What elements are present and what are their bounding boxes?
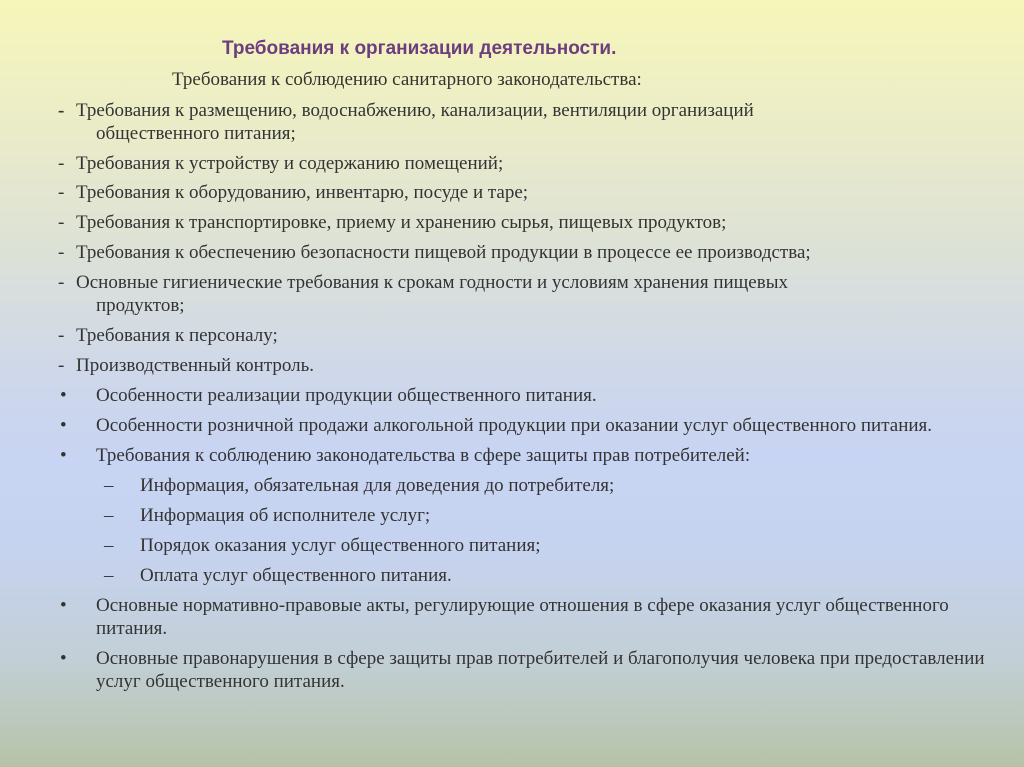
sub-item-text: Оплата услуг общественного питания.	[140, 565, 452, 586]
requirements-list	[0, 99, 1024, 693]
bullet-text: Особенности реализации продукции общественного питания.	[96, 385, 597, 406]
sub-marker: –	[104, 475, 114, 496]
sub-item	[0, 564, 1024, 587]
sub-item-text: Информация, обязательная для доведения до потребителя;	[140, 475, 615, 496]
list-item	[0, 211, 1024, 234]
list-item-text: Производственный контроль.	[76, 355, 315, 376]
bullet-text: Особенности розничной продажи алкогольной продукции при оказании услуг общественного питания.	[96, 415, 933, 436]
list-item-text: Требования к персоналу;	[76, 325, 278, 346]
list-item-text: Требования к транспортировке, приему и хранению сырья, пищевых продуктов;	[76, 212, 727, 233]
list-item-text: Основные гигиенические требования к срокам годности и условиям хранения пищевых	[76, 272, 788, 293]
sub-marker: –	[104, 535, 114, 556]
list-item	[0, 181, 1024, 204]
sub-item	[0, 504, 1024, 527]
dash-marker: -	[58, 355, 65, 376]
dash-marker: -	[58, 212, 65, 233]
dash-marker: -	[58, 153, 65, 174]
dash-marker: -	[58, 325, 65, 346]
bullet-marker: •	[60, 445, 67, 466]
bullet-item	[0, 594, 1024, 640]
bullet-marker: •	[60, 648, 67, 669]
bullet-item	[0, 444, 1024, 467]
sub-item	[0, 534, 1024, 557]
list-item-text-continued: общественного питания;	[96, 123, 296, 144]
list-item-text: Требования к обеспечению безопасности пищевой продукции в процессе ее производства;	[76, 242, 811, 263]
sub-item-text: Информация об исполнителе услуг;	[140, 505, 431, 526]
list-item	[0, 324, 1024, 347]
bullet-item	[0, 414, 1024, 437]
bullet-marker: •	[60, 595, 67, 616]
list-item	[0, 241, 1024, 264]
list-item	[0, 152, 1024, 175]
list-item-text: Требования к оборудованию, инвентарю, посуде и таре;	[76, 182, 529, 203]
bullet-item	[0, 384, 1024, 407]
bullet-text: Основные нормативно-правовые акты, регулирующие отношения в сфере оказания услуг общественного питания.	[96, 595, 949, 639]
dash-marker: -	[58, 182, 65, 203]
bullet-marker: •	[60, 415, 67, 436]
sub-item	[0, 474, 1024, 497]
bullet-text: Требования к соблюдению законодательства в сфере защиты прав потребителей:	[96, 445, 751, 466]
slide-title: Требования к организации деятельности.	[222, 38, 617, 59]
dash-marker: -	[58, 100, 65, 121]
bullet-marker: •	[60, 385, 67, 406]
dash-marker: -	[58, 242, 65, 263]
list-item	[0, 354, 1024, 377]
dash-marker: -	[58, 272, 65, 293]
sub-marker: –	[104, 505, 114, 526]
list-item-text-continued: продуктов;	[96, 295, 185, 316]
list-item	[0, 271, 1024, 317]
list-item-text: Требования к устройству и содержанию помещений;	[76, 153, 504, 174]
bullet-text: Основные правонарушения в сфере защиты прав потребителей и благополучия человека при предоставлении услуг общественного питания.	[96, 648, 985, 692]
list-item	[0, 99, 1024, 145]
slide-subtitle: Требования к соблюдению санитарного законодательства:	[172, 69, 642, 90]
sub-marker: –	[104, 565, 114, 586]
bullet-item	[0, 647, 1024, 693]
sub-item-text: Порядок оказания услуг общественного питания;	[140, 535, 541, 556]
list-item-text: Требования к размещению, водоснабжению, канализации, вентиляции организаций	[76, 100, 754, 121]
